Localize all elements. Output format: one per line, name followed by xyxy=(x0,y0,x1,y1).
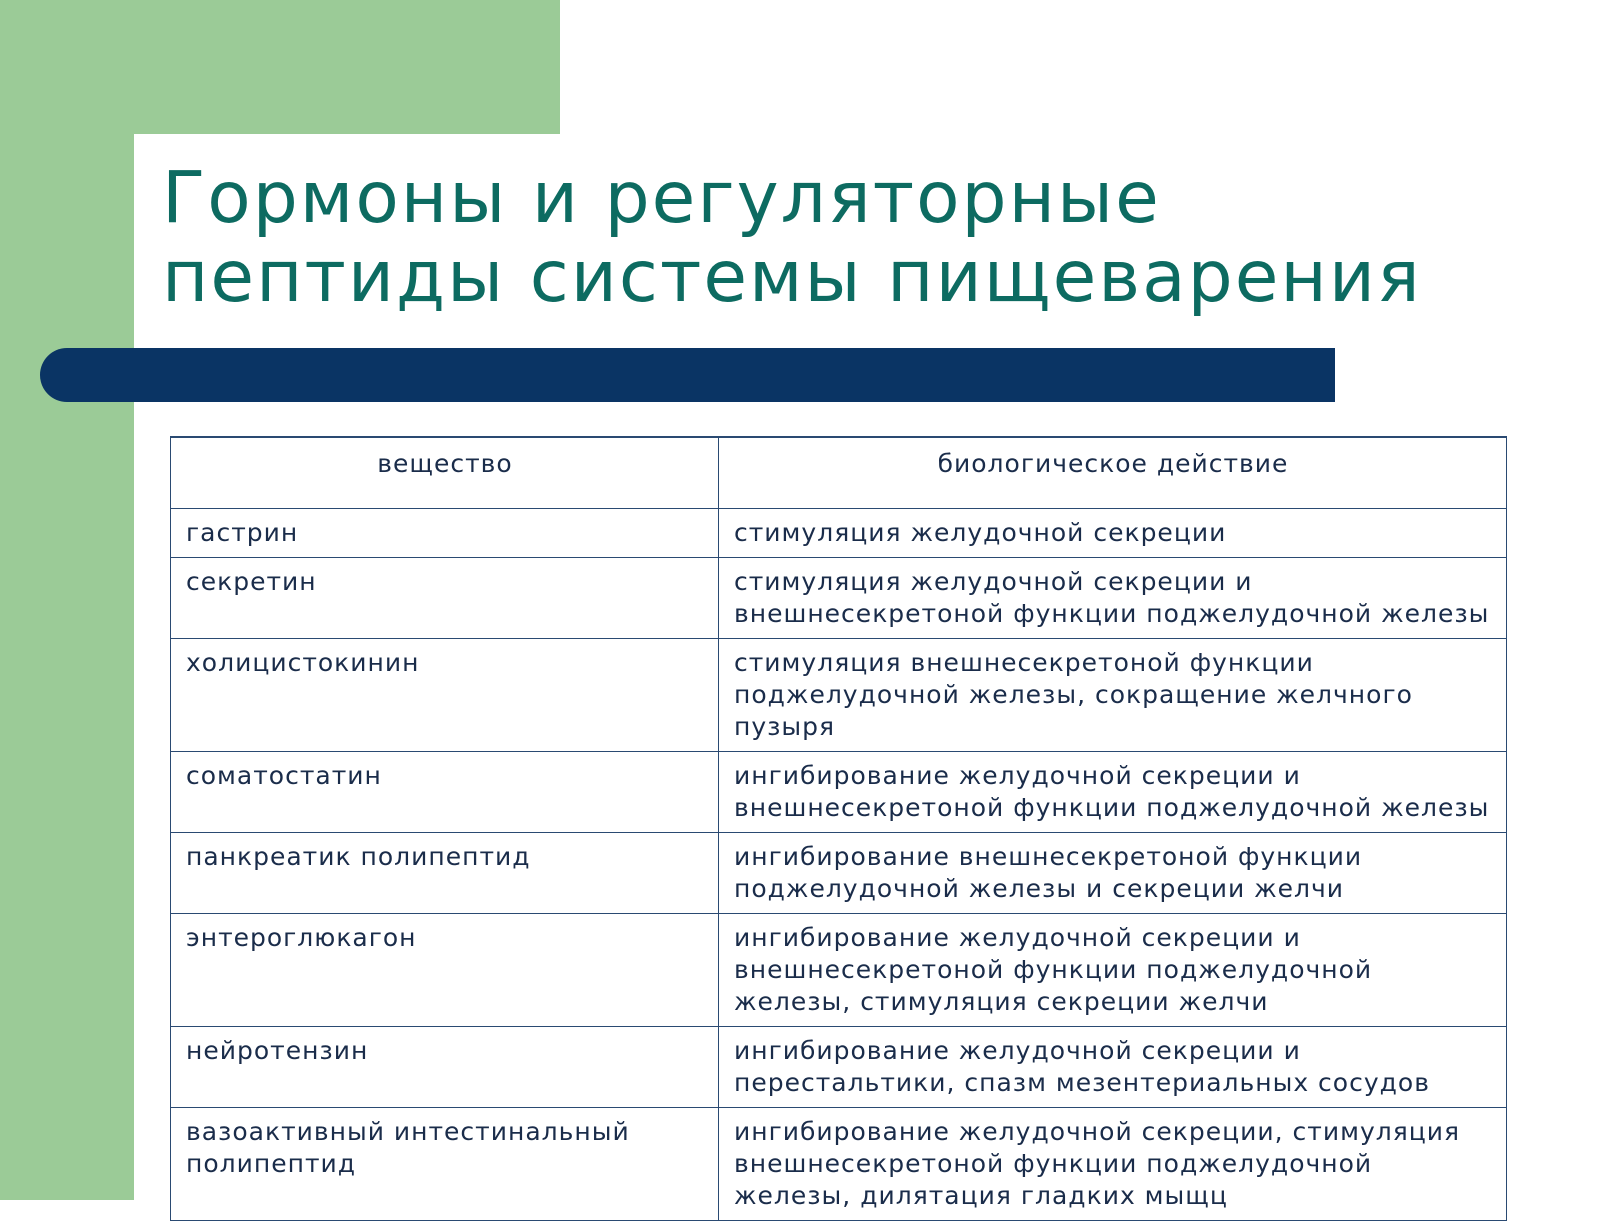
table-row xyxy=(171,639,1507,752)
action-cell: ингибирование желудочной секреции и перестальтики, спазм мезентериальных сосудов xyxy=(719,1027,1507,1108)
table-header-row xyxy=(171,437,1507,509)
table-row xyxy=(171,558,1507,639)
substance-cell: гастрин xyxy=(171,509,719,558)
table-row xyxy=(171,752,1507,833)
action-cell: стимуляция внешнесекретоной функции поджелудочной железы, сокращение желчного пузыря xyxy=(719,639,1507,752)
column-header-substance: вещество xyxy=(171,437,719,509)
slide-title: Гормоны и регуляторные пептиды системы пищеварения xyxy=(162,156,1422,318)
action-cell: стимуляция желудочной секреции xyxy=(719,509,1507,558)
table-row xyxy=(171,1108,1507,1221)
column-header-biological-action: биологическое действие xyxy=(719,437,1507,509)
substance-cell: холицистокинин xyxy=(171,639,719,752)
substance-cell: нейротензин xyxy=(171,1027,719,1108)
substance-cell: вазоактивный интестинальный полипептид xyxy=(171,1108,719,1221)
table-row xyxy=(171,914,1507,1027)
table-row xyxy=(171,1027,1507,1108)
table-row xyxy=(171,509,1507,558)
substance-cell: энтероглюкагон xyxy=(171,914,719,1027)
action-cell: стимуляция желудочной секреции и внешнесекретоной функции поджелудочной железы xyxy=(719,558,1507,639)
decorative-blue-bar xyxy=(40,348,1335,402)
action-cell: ингибирование желудочной секреции, стимуляция внешнесекретоной функции поджелудочной железы, дилятация гладких мыщц xyxy=(719,1108,1507,1221)
decorative-green-stripe-left xyxy=(0,0,134,1200)
substance-cell: соматостатин xyxy=(171,752,719,833)
action-cell: ингибирование внешнесекретоной функции поджелудочной железы и секреции желчи xyxy=(719,833,1507,914)
hormones-table xyxy=(170,436,1507,1221)
table-row xyxy=(171,833,1507,914)
substance-cell: секретин xyxy=(171,558,719,639)
substance-cell: панкреатик полипептид xyxy=(171,833,719,914)
action-cell: ингибирование желудочной секреции и внешнесекретоной функции поджелудочной железы, стимуляция секреции желчи xyxy=(719,914,1507,1027)
action-cell: ингибирование желудочной секреции и внешнесекретоной функции поджелудочной железы xyxy=(719,752,1507,833)
